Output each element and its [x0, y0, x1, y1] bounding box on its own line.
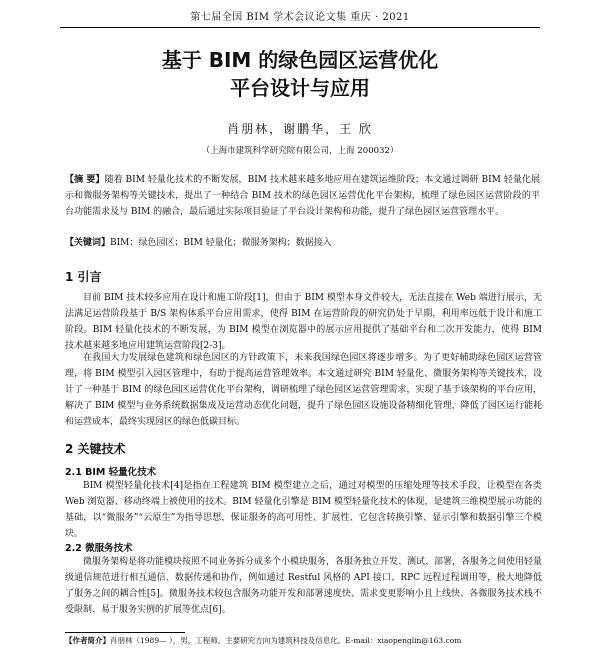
author-affiliation: （上海市建筑科学研究院有限公司，上海 200032） — [201, 146, 399, 156]
paragraph-intro-1: 目前 BIM 技术较多应用在设计和施工阶段[1]，但由于 BIM 模型本身文件较大，无法直接在 Web 端进行展示，无法满足运营阶段基于 B/S 架构体系平台应用需求，使得 BIM 在运营阶段的研究仍处于早期，利用率远低于设计和施工阶段。BIM 轻量化技术的不断发展，为 BIM 模型在浏览器中的展示应用提供了基础平台和二次开发能力，使得 BIM 技术越来越多地应用建筑运营阶段[2-3]。 — [65, 293, 542, 351]
keywords-text: BIM；绿色园区；BIM 轻量化；微服务架构；数据接入 — [110, 238, 332, 248]
section-heading-introduction: 1 引言 — [65, 270, 102, 284]
paper-title-line-2: 平台设计与应用 — [230, 76, 370, 100]
abstract-label: 【摘 要】 — [65, 175, 105, 185]
footnote-text: 肖朋林（1989— ），男，工程师。主要研究方向为建筑科技及信息化。E-mail：xiaopenglin@163.com — [110, 636, 462, 645]
abstract-text: 随着 BIM 轻量化技术的不断发展，BIM 技术越来越多地应用在建筑运维阶段；本文通过调研 BIM 轻量化展示和微服务架构等关键技术，提出了一种结合 BIM 技术的绿色园区运营优化平台架构，梳理了绿色园区运营阶段的平台功能需求及与 BIM 的融合，最后通过实际项目验证了平台设计架构和功能，提升了绿色园区运营管理水平。 — [65, 175, 540, 217]
paragraph-intro-2: 在我国大力发展绿色建筑和绿色园区的方针政策下，未来我国绿色园区将逐步增多。为了更好辅助绿色园区运营管理，将 BIM 模型引入园区管理中，有助于提高运营管理效率。本文通过研究 BIM 轻量化、微服务架构等关键技术，设计了一种基于 BIM 的绿色园区运营优化平台架构，调研梳理了绿色园区运营管理需求，实现了基于该架构的平台应用，解决了 BIM 模型与业务系统数据集成及运营动态优化问题，提升了绿色园区设施设备精细化管理，降低了园区运行能耗和运营成本，最终实现园区的绿色低碳目标。 — [65, 353, 542, 427]
running-header: 第七届全国 BIM 学术会议论文集 重庆 · 2021 — [60, 8, 540, 28]
abstract — [65, 172, 540, 220]
subsection-heading-bim-lightweight: 2.1 BIM 轻量化技术 — [65, 467, 157, 478]
paragraph-microservice: 微服务架构是将功能模块按照不同业务拆分成多个小模块服务，各服务独立开发、测试、部署，各服务之间使用轻量级通信规范进行相互通信、数据传递和协作，例如通过 Restful 风格的 API 接口、RPC 远程过程调用等，极大地降低了服务之间的耦合性[5]。微服务技术较包含服务功能开发和部署速度快、需求变更影响小且上线快、各微服务技术栈不受限制、易于服务实例的扩展等优点[6]。 — [65, 557, 543, 615]
paper-title-line-1: 基于 BIM 的绿色园区运营优化 — [161, 48, 439, 72]
keywords-label: 【关键词】 — [65, 238, 111, 248]
author-footnote — [65, 636, 560, 646]
author-list: 肖朋林，谢鹏华，王 欣 — [227, 122, 373, 136]
footnote-label: 【作者简介】 — [65, 636, 110, 645]
footnote-divider — [65, 632, 185, 633]
keywords — [65, 236, 540, 250]
paragraph-bim-lightweight: BIM 模型轻量化技术[4]是指在工程建筑 BIM 模型建立之后，通过对模型的压缩处理等技术手段，让模型在各类 Web 浏览器、移动终端上被使用的技术。BIM 轻量化引擎是 BIM 模型轻量化技术的体现，是建筑三维模型展示功能的基础，以“微服务”“云原生”为指导思想，保证服务的高可用性、扩展性、它包含转换引擎、显示引擎和数据引擎三个模块。 — [65, 481, 542, 539]
paper-title — [40, 46, 560, 102]
subsection-heading-microservice: 2.2 微服务技术 — [65, 543, 133, 554]
section-heading-key-technologies: 2 关键技术 — [65, 442, 126, 456]
